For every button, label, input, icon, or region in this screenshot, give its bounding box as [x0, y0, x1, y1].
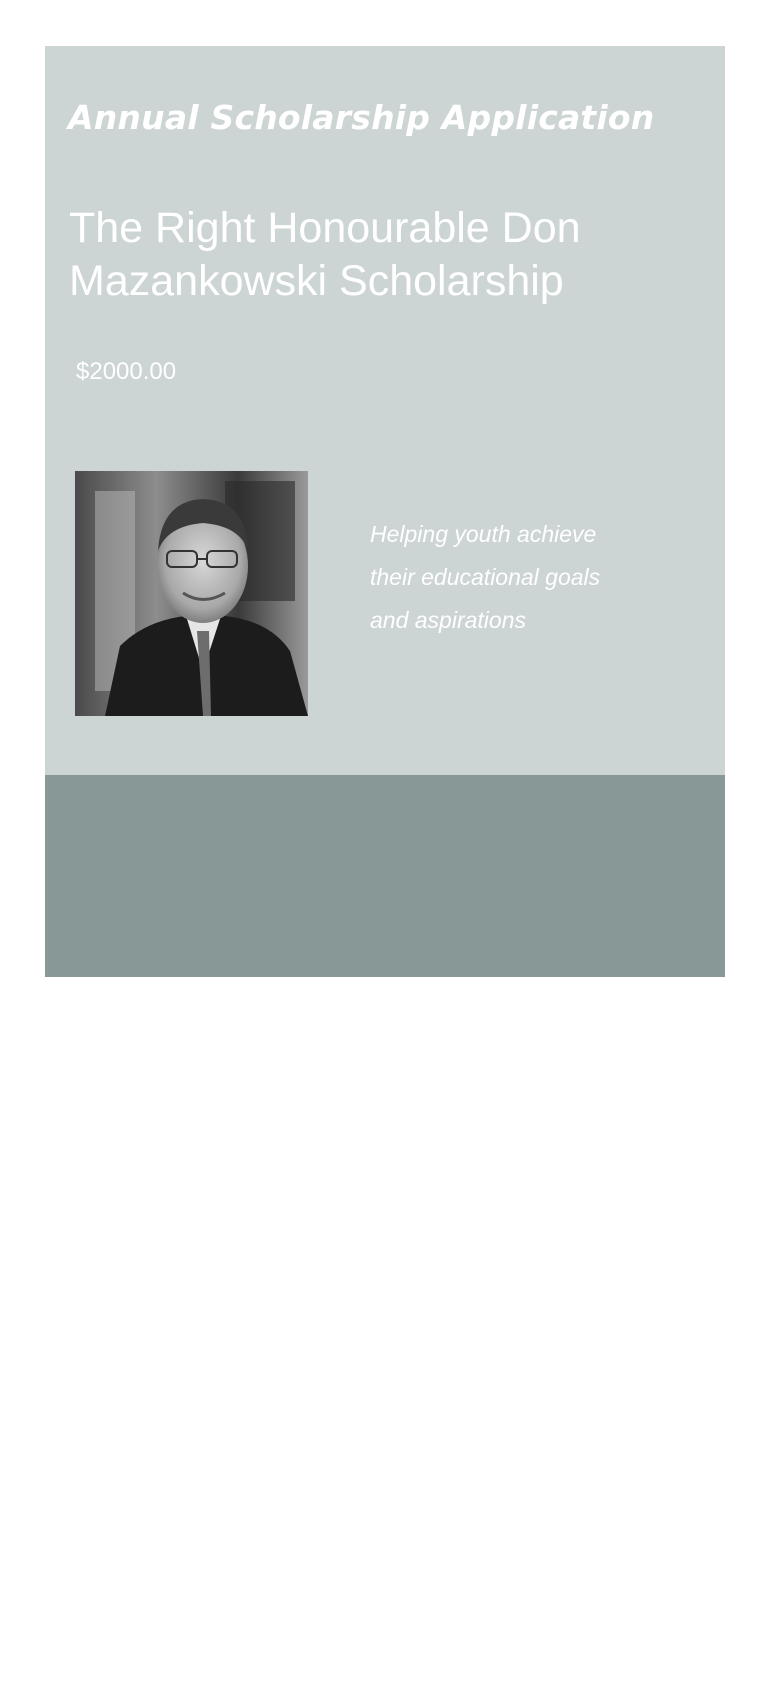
university-logo	[525, 1603, 709, 1683]
scholarship-title	[69, 202, 709, 308]
university-crest-icon	[525, 1607, 553, 1645]
scholarship-amount: $2000.00	[76, 358, 177, 385]
logo-divider	[525, 1649, 687, 1650]
tagline-line: their educational goals	[370, 564, 601, 590]
application-heading: Annual Scholarship Application	[68, 98, 655, 137]
logo-alberta: ALBERTA	[559, 1616, 693, 1648]
tagline	[370, 513, 700, 642]
scholarship-flyer	[45, 46, 725, 1672]
tagline-line: Helping youth achieve	[370, 521, 597, 547]
logo-campus: AUGUSTANA CAMPUS	[525, 1658, 709, 1672]
upper-panel	[45, 46, 725, 775]
scholarship-title-line1: The Right Honourable Don	[69, 204, 581, 252]
portrait-image	[75, 471, 308, 716]
tagline-line: and aspirations	[370, 607, 526, 633]
lower-panel	[45, 775, 725, 1672]
portrait-photo	[75, 471, 308, 716]
scholarship-title-line2: Mazankowski Scholarship	[69, 257, 564, 305]
logo-university-of: UNIVERSITY OF	[561, 1606, 691, 1618]
